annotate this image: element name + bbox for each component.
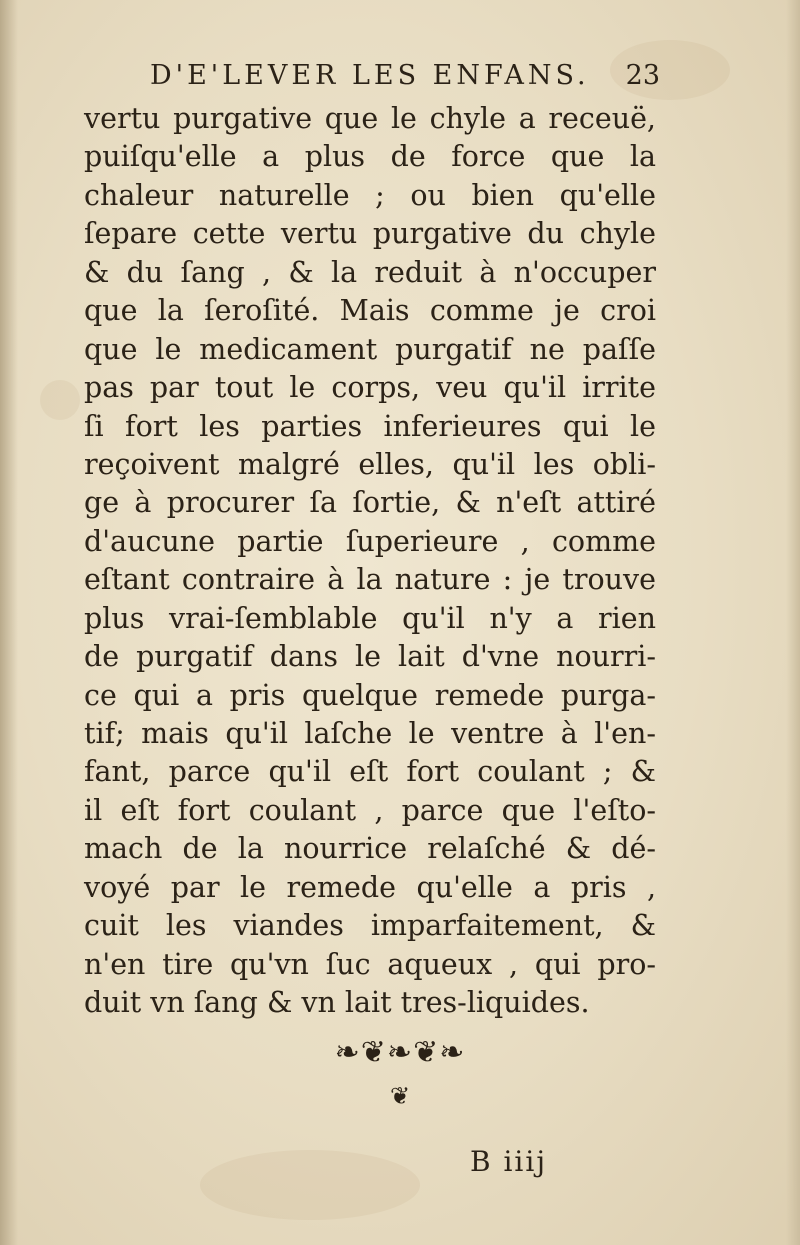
text-line: d'aucune partie ſuperieure , comme [84,524,656,558]
ornament-tailpiece-icon: ❦ [389,1082,411,1110]
text-line: tif; mais qu'il laſche le ventre à l'en- [84,717,656,750]
paper-stain [200,1150,420,1220]
text-line: pas par tout le corps, veu qu'il irrite [84,371,656,405]
text-line: ſi fort les parties inferieures qui le [84,409,656,443]
text-line: fant, parce qu'il eſt fort coulant ; & [84,755,656,789]
paper-stain [40,380,80,420]
text-line-last: duit vn ſang & vn lait tres-liquides. [84,986,590,1020]
text-line: il eſt fort coulant , parce que l'eſto- [84,793,656,827]
text-line: eſtant contraire à la nature : je trouve [84,563,656,597]
text-line: de purgatif dans le lait d'vne nourri- [84,640,656,674]
text-line: vertu purgative que le chyle a receuë, [84,102,656,135]
body-text [84,100,656,1023]
text-line: ſepare cette vertu purgative du chyle [84,217,656,251]
running-head-title: D'E'LEVER LES ENFANS. [150,60,590,91]
text-line: & du ſang , & la reduit à n'occuper [84,255,656,289]
text-line: n'en tire qu'vn ſuc aqueux , qui pro- [84,947,656,981]
text-line: que la ſeroſité. Mais comme je croi [84,294,656,328]
text-line: ce qui a pris quelque remede purga- [84,678,656,712]
running-head [150,58,660,94]
text-line: cuit les viandes imparfaitement, & [84,909,656,943]
text-line: puiſqu'elle a plus de force que la [84,140,656,174]
text-line: que le medicament purgatif ne paſſe [84,332,656,366]
page-number: 23 [625,60,660,91]
text-line: chaleur naturelle ; ou bien qu'elle [84,178,656,212]
text-line: voyé par le remede qu'elle a pris , [84,870,656,904]
text-line: mach de la nourrice relaſché & dé- [84,832,656,866]
text-line: plus vrai-ſemblable qu'il n'y a rien [84,601,656,635]
ornament-headpiece-icon: ❧❦❧❦❧ [334,1035,466,1070]
text-line: ge à procurer ſa ſortie, & n'eſt attiré [84,486,656,520]
signature-mark: B iiij [470,1145,548,1178]
text-line: reçoivent malgré elles, qu'il les obli- [84,447,656,481]
